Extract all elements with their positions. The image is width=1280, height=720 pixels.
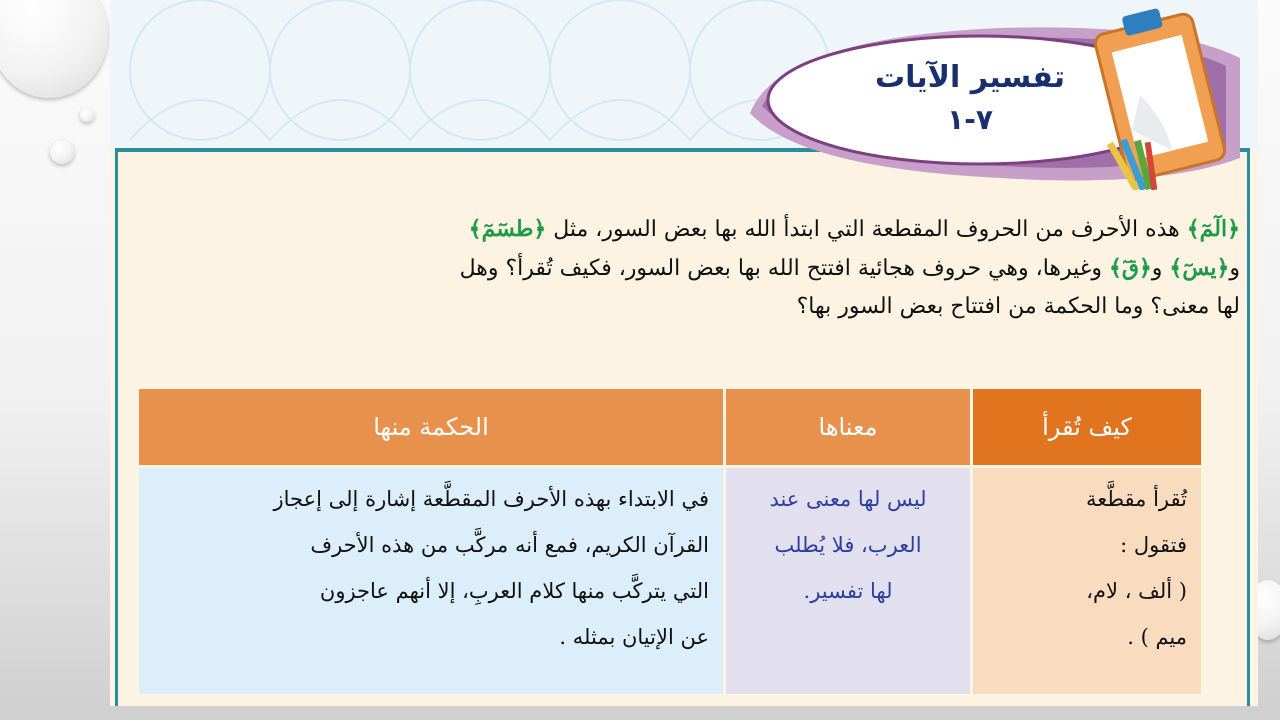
decorative-bubble-large xyxy=(0,0,108,98)
intro-line-1 xyxy=(130,210,1240,249)
decorative-bubble-medium xyxy=(50,140,74,164)
header-how-read: كيف تُقرأ xyxy=(973,389,1201,465)
cell-how-read xyxy=(973,468,1201,694)
intro-line-3: لها معنى؟ وما الحكمة من افتتاح بعض السور بها؟ xyxy=(796,294,1240,319)
title-block xyxy=(840,60,1100,138)
cell-line: ميم ) . xyxy=(1127,625,1187,649)
header-meaning: معناها xyxy=(726,389,970,465)
verse-range: ٧-١ xyxy=(947,103,993,136)
header-wisdom: الحكمة منها xyxy=(139,389,723,465)
lesson-slide xyxy=(110,0,1258,706)
cell-line: القرآن الكريم، فمع أنه مركَّب من هذه الأحرف xyxy=(310,533,709,557)
quran-letters: ﴿يسٓ﴾ xyxy=(1169,255,1230,281)
cell-line: فتقول : xyxy=(1120,533,1187,557)
lesson-title-badge xyxy=(740,18,1258,188)
cell-line: ( ألف ، لام، xyxy=(1086,579,1187,603)
letters-table xyxy=(136,386,1204,697)
cell-line: ليس لها معنى عند xyxy=(769,487,927,511)
decorative-bubble-small xyxy=(80,108,94,122)
cell-line: التي يتركَّب منها كلام العربِ، إلا أنهم عاجزون xyxy=(319,579,709,603)
table-header-row xyxy=(139,389,1201,465)
quran-letters: ﴿طسٓمٓ﴾ xyxy=(468,216,547,242)
conjunction: و xyxy=(1151,256,1170,281)
intro-text: وغيرها، وهي حروف هجائية افتتح الله بها بعض السور، فكيف تُقرأ؟ وهل xyxy=(459,256,1109,281)
clipboard-icon xyxy=(1080,0,1230,190)
cell-line: العرب، فلا يُطلب xyxy=(774,533,922,557)
intro-text: هذه الأحرف من الحروف المقطعة التي ابتدأ الله بها بعض السور، مثل xyxy=(546,217,1187,242)
intro-line-2 xyxy=(130,249,1240,288)
cell-line: في الابتداء بهذه الأحرف المقطَّعة إشارة إلى إعجاز xyxy=(273,487,709,511)
quran-letters: ﴿الٓمٓ﴾ xyxy=(1186,216,1240,242)
cell-wisdom xyxy=(139,468,723,694)
intro-paragraph xyxy=(130,210,1240,326)
lesson-title: تفسير الآيات xyxy=(874,60,1066,95)
cell-line: تُقرأ مقطَّعة xyxy=(1085,487,1187,511)
cell-line: لها تفسير. xyxy=(803,579,893,603)
conjunction: و xyxy=(1229,256,1240,281)
quran-letters: ﴿قٓ﴾ xyxy=(1108,255,1152,281)
table-row xyxy=(139,468,1201,694)
cell-meaning xyxy=(726,468,970,694)
cell-line: عن الإتيان بمثله . xyxy=(559,625,709,649)
